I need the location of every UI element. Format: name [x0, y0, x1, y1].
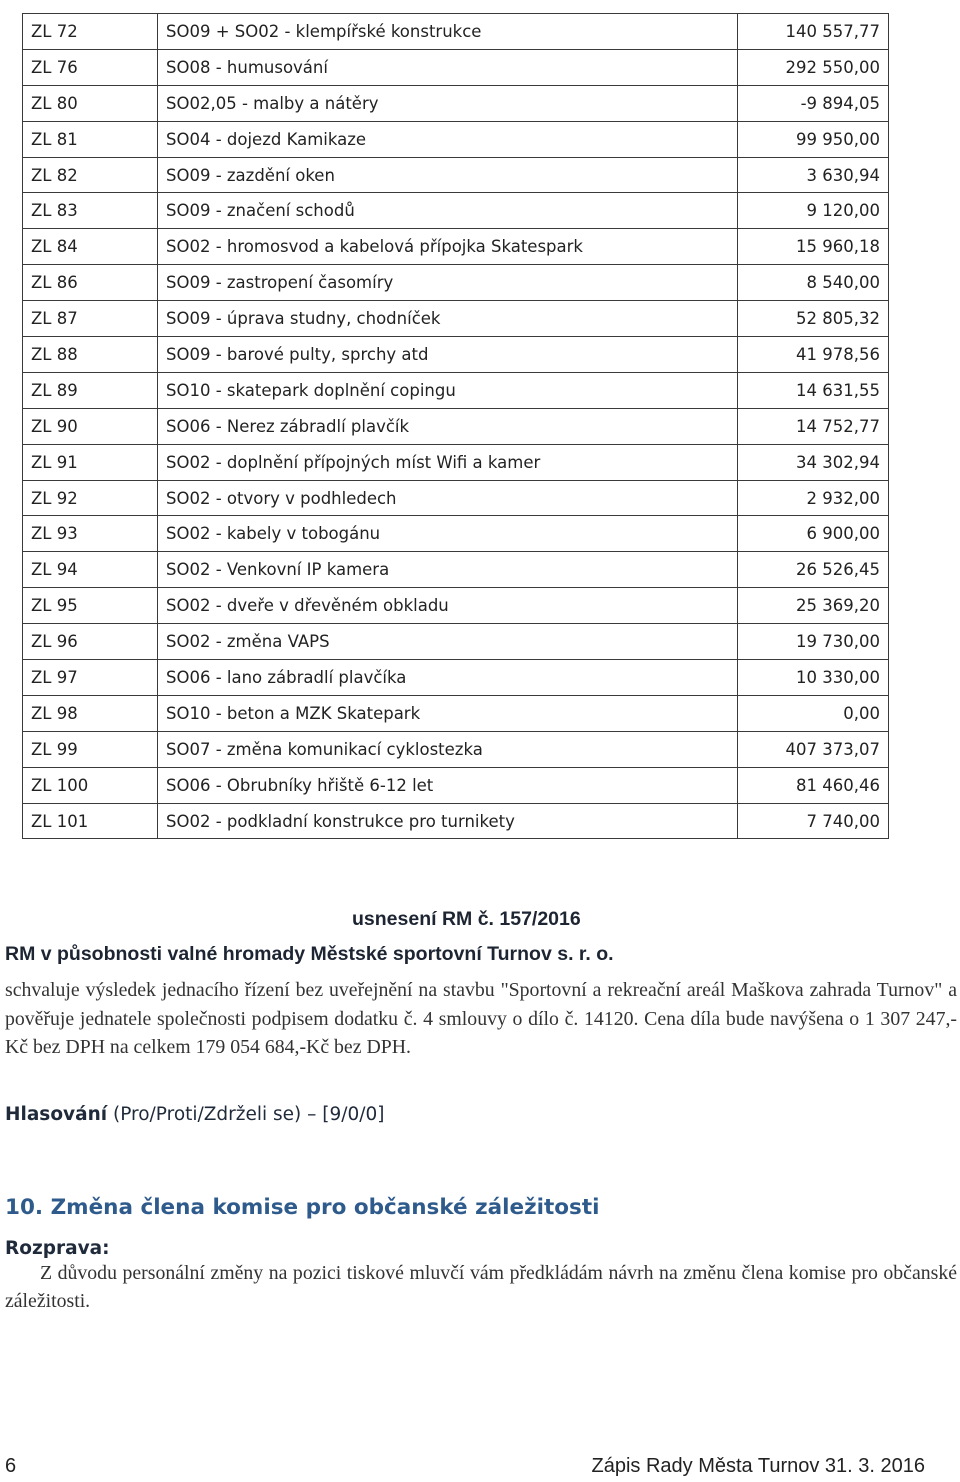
discussion-label: Rozprava: — [5, 1238, 110, 1259]
row-code: ZL 98 — [23, 695, 158, 731]
resolution-heading: usnesení RM č. 157/2016 — [352, 908, 581, 930]
row-description: SO09 - barové pulty, sprchy atd — [158, 337, 738, 373]
row-description: SO10 - skatepark doplnění copingu — [158, 372, 738, 408]
row-code: ZL 76 — [23, 49, 158, 85]
section-heading: 10. Změna člena komise pro občanské záležitosti — [5, 1195, 600, 1220]
table-row — [23, 660, 889, 696]
table-row — [23, 803, 889, 839]
row-amount: 6 900,00 — [738, 516, 889, 552]
row-code: ZL 94 — [23, 552, 158, 588]
row-description: SO02 - doplnění přípojných míst Wifi a kamer — [158, 444, 738, 480]
row-code: ZL 99 — [23, 731, 158, 767]
vote-label: Hlasování — [5, 1104, 108, 1125]
row-code: ZL 101 — [23, 803, 158, 839]
row-description: SO09 - úprava studny, chodníček — [158, 301, 738, 337]
table-row — [23, 695, 889, 731]
table-row — [23, 624, 889, 660]
table-row — [23, 265, 889, 301]
table-row — [23, 516, 889, 552]
discussion-text: Z důvodu personální změny na pozici tiskové mluvčí vám předkládám návrh na změnu člena komise pro občanské záležitosti. — [5, 1262, 957, 1312]
row-code: ZL 80 — [23, 85, 158, 121]
row-amount: 34 302,94 — [738, 444, 889, 480]
row-code: ZL 96 — [23, 624, 158, 660]
row-description: SO02 - Venkovní IP kamera — [158, 552, 738, 588]
vote-line — [5, 1104, 385, 1125]
change-orders-table-body — [23, 14, 889, 839]
row-code: ZL 100 — [23, 767, 158, 803]
resolution-text: schvaluje výsledek jednacího řízení bez uveřejnění na stavbu "Sportovní a rekreační areál Maškova zahrada Turnov" a pověřuje jednatele společnosti podpisem dodatku č. 4 smlouvy o dílo č. 14120. Cena díla bude navýšena o 1 307 247,-Kč bez DPH na celkem 179 054 684,-Kč bez DPH. — [5, 979, 957, 1058]
row-code: ZL 87 — [23, 301, 158, 337]
table-row — [23, 372, 889, 408]
row-description: SO04 - dojezd Kamikaze — [158, 121, 738, 157]
row-amount: 0,00 — [738, 695, 889, 731]
table-row — [23, 731, 889, 767]
table-row — [23, 121, 889, 157]
row-code: ZL 92 — [23, 480, 158, 516]
row-amount: 81 460,46 — [738, 767, 889, 803]
row-amount: 2 932,00 — [738, 480, 889, 516]
footer-title: Zápis Rady Města Turnov 31. 3. 2016 — [591, 1455, 925, 1477]
row-code: ZL 91 — [23, 444, 158, 480]
row-amount: 3 630,94 — [738, 157, 889, 193]
row-description: SO02 - podkladní konstrukce pro turnikety — [158, 803, 738, 839]
row-code: ZL 72 — [23, 14, 158, 50]
table-row — [23, 301, 889, 337]
row-code: ZL 97 — [23, 660, 158, 696]
row-description: SO06 - Nerez zábradlí plavčík — [158, 408, 738, 444]
resolution-body-title: RM v působnosti valné hromady Městské sportovní Turnov s. r. o. — [5, 943, 614, 965]
row-code: ZL 86 — [23, 265, 158, 301]
row-amount: -9 894,05 — [738, 85, 889, 121]
row-description: SO02,05 - malby a nátěry — [158, 85, 738, 121]
row-code: ZL 82 — [23, 157, 158, 193]
table-row — [23, 157, 889, 193]
row-amount: 14 752,77 — [738, 408, 889, 444]
row-amount: 140 557,77 — [738, 14, 889, 50]
row-description: SO08 - humusování — [158, 49, 738, 85]
row-amount: 19 730,00 — [738, 624, 889, 660]
row-amount: 8 540,00 — [738, 265, 889, 301]
table-row — [23, 767, 889, 803]
table-row — [23, 588, 889, 624]
row-description: SO06 - Obrubníky hřiště 6-12 let — [158, 767, 738, 803]
row-description: SO09 - zazdění oken — [158, 157, 738, 193]
table-row — [23, 14, 889, 50]
change-orders-table — [22, 13, 889, 839]
row-description: SO09 - značení schodů — [158, 193, 738, 229]
row-code: ZL 90 — [23, 408, 158, 444]
row-description: SO02 - dveře v dřevěném obkladu — [158, 588, 738, 624]
row-amount: 9 120,00 — [738, 193, 889, 229]
row-description: SO07 - změna komunikací cyklostezka — [158, 731, 738, 767]
row-code: ZL 83 — [23, 193, 158, 229]
row-description: SO02 - změna VAPS — [158, 624, 738, 660]
row-description: SO10 - beton a MZK Skatepark — [158, 695, 738, 731]
table-row — [23, 49, 889, 85]
page-number: 6 — [5, 1455, 17, 1477]
row-code: ZL 88 — [23, 337, 158, 373]
row-amount: 25 369,20 — [738, 588, 889, 624]
row-amount: 26 526,45 — [738, 552, 889, 588]
row-description: SO09 + SO02 - klempířské konstrukce — [158, 14, 738, 50]
row-amount: 7 740,00 — [738, 803, 889, 839]
row-code: ZL 81 — [23, 121, 158, 157]
row-amount: 99 950,00 — [738, 121, 889, 157]
row-amount: 10 330,00 — [738, 660, 889, 696]
row-description: SO02 - kabely v tobogánu — [158, 516, 738, 552]
row-amount: 407 373,07 — [738, 731, 889, 767]
row-code: ZL 84 — [23, 229, 158, 265]
row-amount: 292 550,00 — [738, 49, 889, 85]
table-row — [23, 85, 889, 121]
row-description: SO02 - hromosvod a kabelová přípojka Skatespark — [158, 229, 738, 265]
row-amount: 52 805,32 — [738, 301, 889, 337]
row-code: ZL 89 — [23, 372, 158, 408]
table-row — [23, 552, 889, 588]
row-description: SO02 - otvory v podhledech — [158, 480, 738, 516]
table-row — [23, 408, 889, 444]
row-amount: 41 978,56 — [738, 337, 889, 373]
table-row — [23, 229, 889, 265]
table-row — [23, 193, 889, 229]
row-amount: 15 960,18 — [738, 229, 889, 265]
table-row — [23, 337, 889, 373]
row-code: ZL 95 — [23, 588, 158, 624]
table-row — [23, 444, 889, 480]
row-amount: 14 631,55 — [738, 372, 889, 408]
vote-detail: (Pro/Proti/Zdrželi se) – [9/0/0] — [112, 1104, 385, 1125]
table-row — [23, 480, 889, 516]
row-code: ZL 93 — [23, 516, 158, 552]
row-description: SO06 - lano zábradlí plavčíka — [158, 660, 738, 696]
row-description: SO09 - zastropení časomíry — [158, 265, 738, 301]
